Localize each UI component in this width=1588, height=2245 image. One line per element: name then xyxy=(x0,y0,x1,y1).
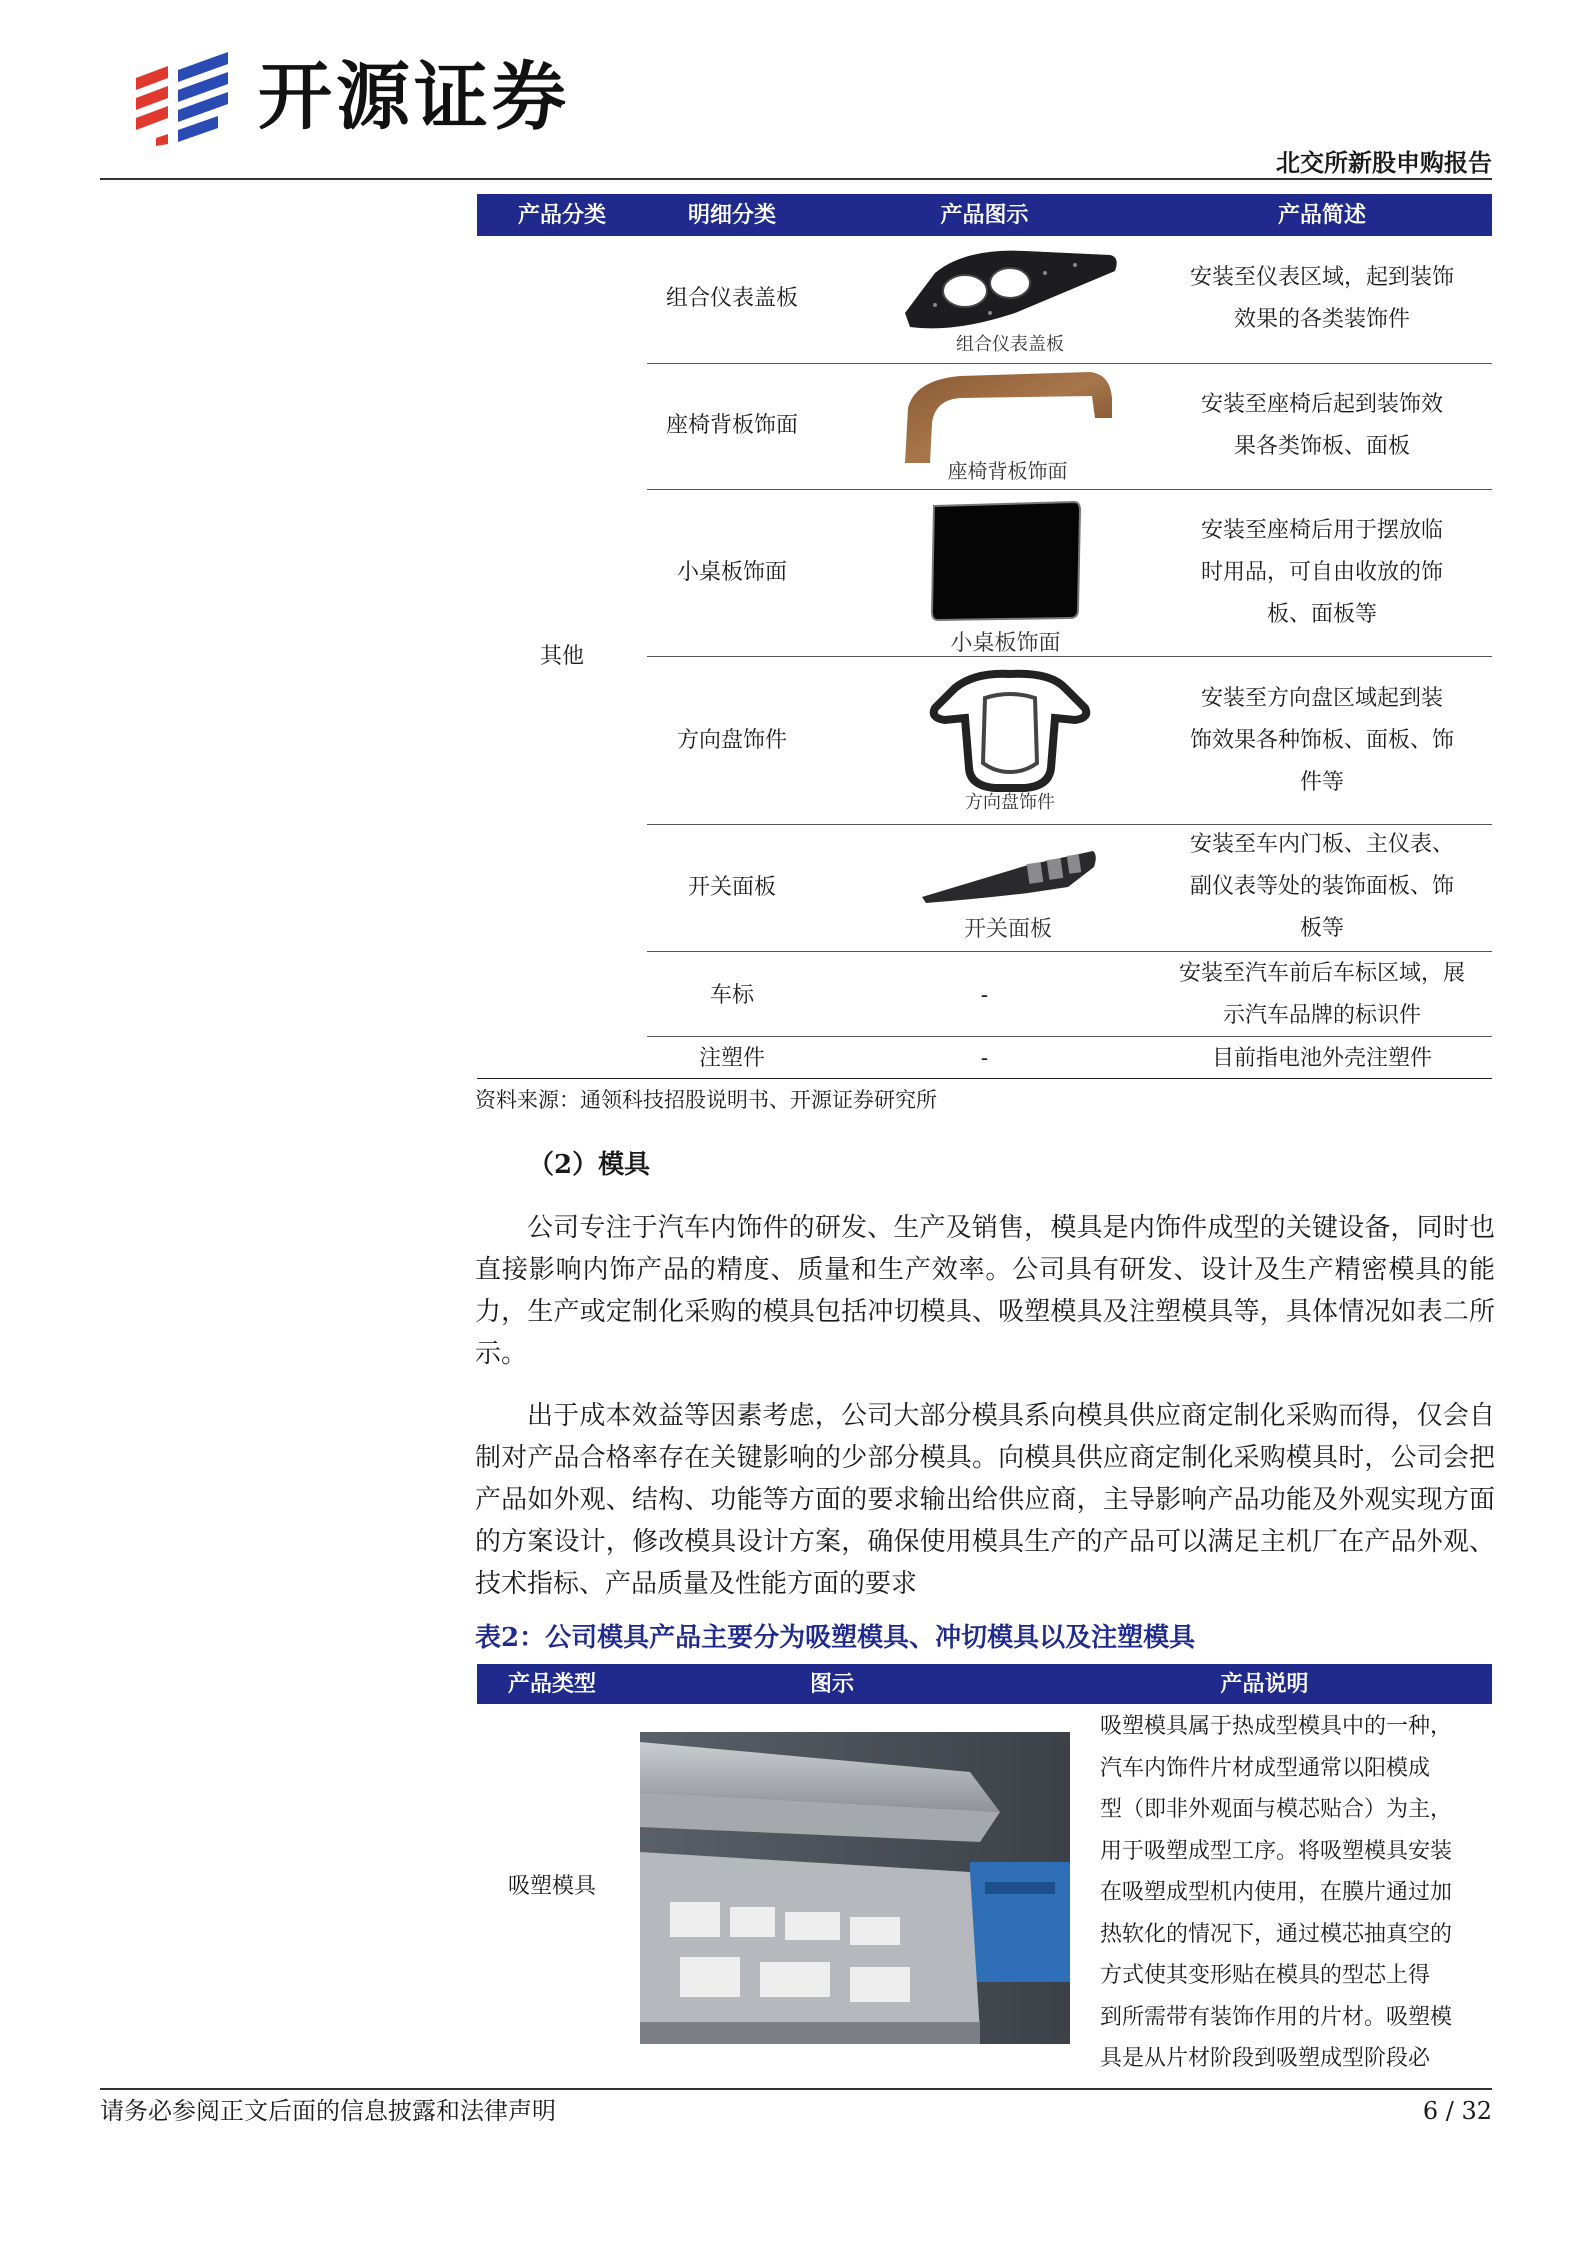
table2-header-description: 产品说明 xyxy=(1220,1671,1309,1697)
desc-line: 安装至车内门板、主仪表、 xyxy=(1189,832,1454,857)
table1-row-sub: 座椅背板饰面 xyxy=(665,413,798,438)
desc-line: 安装至座椅后起到装饰效 xyxy=(1200,392,1443,417)
switch-panel-image xyxy=(918,845,1098,905)
steering-wheel-trim-image xyxy=(925,668,1095,796)
desc-line: 目前指电池外壳注塑件 xyxy=(1211,1046,1432,1071)
table1-header-image: 产品图示 xyxy=(940,202,1029,228)
desc-line: 安装至汽车前后车标区域，展 xyxy=(1178,961,1465,986)
desc-line: 安装至方向盘区域起到装 xyxy=(1200,686,1443,711)
desc-line: 板等 xyxy=(1299,916,1344,941)
brand-logo-icon xyxy=(128,48,238,148)
instrument-cover-image xyxy=(895,243,1125,343)
table1-row-image-placeholder: - xyxy=(980,1046,989,1071)
brand-name: 开源证券 xyxy=(258,54,570,140)
desc-line: 板、面板等 xyxy=(1266,602,1377,627)
table1-header-category: 产品分类 xyxy=(517,202,606,228)
table1-row-desc xyxy=(1152,1038,1492,1080)
seat-back-panel-image xyxy=(900,368,1115,468)
image-caption: 开关面板 xyxy=(963,917,1052,942)
row-divider xyxy=(647,489,1492,490)
table1-row-image-placeholder: - xyxy=(980,983,989,1008)
desc-line: 时用品，可自由收放的饰 xyxy=(1200,560,1443,585)
image-caption: 座椅背板饰面 xyxy=(947,459,1068,483)
table-board-image xyxy=(928,498,1083,626)
row-divider xyxy=(647,363,1492,364)
image-caption: 小桌板饰面 xyxy=(950,631,1061,656)
table2-row-type: 吸塑模具 xyxy=(507,1874,596,1899)
table1-row-sub: 注塑件 xyxy=(698,1046,765,1071)
header-divider xyxy=(100,178,1492,180)
table1-row-sub: 组合仪表盖板 xyxy=(665,286,798,311)
desc-line: 果各类饰板、面板 xyxy=(1233,434,1410,459)
desc-line: 热软化的情况下，通过模芯抽真空的 xyxy=(1100,1921,1453,1947)
table2-title: 表2：公司模具产品主要分为吸塑模具、冲切模具以及注塑模具 xyxy=(475,1623,1196,1653)
desc-line: 饰效果各种饰板、面板、饰 xyxy=(1189,728,1454,753)
image-caption: 方向盘饰件 xyxy=(965,792,1055,813)
report-type: 北交所新股申购报告 xyxy=(1276,148,1492,177)
desc-line: 安装至仪表区域，起到装饰 xyxy=(1189,265,1454,290)
table1-row-desc xyxy=(1152,510,1492,636)
table1-row-desc xyxy=(1152,384,1492,468)
desc-line: 汽车内饰件片材成型通常以阳模成 xyxy=(1100,1755,1431,1781)
table1-row-sub: 方向盘饰件 xyxy=(676,728,787,753)
desc-line: 到所需带有装饰作用的片材。吸塑模 xyxy=(1100,2004,1453,2030)
table2-row-desc xyxy=(1100,1706,1492,2080)
table1-row-sub: 开关面板 xyxy=(687,875,776,900)
desc-line: 型（即非外观面与模芯贴合）为主， xyxy=(1100,1797,1453,1822)
desc-line: 安装至座椅后用于摆放临 xyxy=(1200,518,1443,543)
desc-line: 具是从片材阶段到吸塑成型阶段必 xyxy=(1100,2046,1431,2071)
table1-row-desc xyxy=(1152,824,1492,950)
table1-header-description: 产品简述 xyxy=(1277,202,1366,228)
table1-row-desc xyxy=(1152,678,1492,804)
table1-source: 资料来源：通领科技招股说明书、开源证券研究所 xyxy=(475,1088,937,1112)
desc-line: 方式使其变形贴在模具的型芯上得 xyxy=(1100,1963,1431,1988)
desc-line: 件等 xyxy=(1299,770,1344,795)
desc-line: 副仪表等处的装饰面板、饰 xyxy=(1189,874,1454,899)
table1-row-desc xyxy=(1152,257,1492,341)
desc-line: 用于吸塑成型工序。将吸塑模具安装 xyxy=(1100,1838,1453,1864)
table1-row-sub: 小桌板饰面 xyxy=(676,560,787,585)
table2-header-image: 图示 xyxy=(809,1671,854,1697)
desc-line: 效果的各类装饰件 xyxy=(1233,307,1410,332)
footer-divider xyxy=(100,2088,1492,2090)
table1-category: 其他 xyxy=(539,644,584,669)
image-caption: 组合仪表盖板 xyxy=(956,334,1064,355)
vacuum-mold-photo xyxy=(640,1732,1070,2044)
desc-line: 吸塑模具属于热成型模具中的一种， xyxy=(1100,1714,1453,1739)
desc-line: 示汽车品牌的标识件 xyxy=(1222,1003,1421,1028)
desc-line: 在吸塑成型机内使用，在膜片通过加 xyxy=(1100,1880,1453,1905)
table1-header-subcategory: 明细分类 xyxy=(687,202,776,228)
section-heading: （2）模具 xyxy=(528,1150,651,1180)
disclaimer-note: 请务必参阅正文后面的信息披露和法律声明 xyxy=(100,2097,556,2125)
table1-header xyxy=(477,194,1492,236)
table2-header-type: 产品类型 xyxy=(507,1671,596,1697)
table1-row-sub: 车标 xyxy=(709,983,754,1008)
paragraph-2: 出于成本效益等因素考虑，公司大部分模具系向模具供应商定制化采购而得，仅会自制对产品合格率存在关键影响的少部分模具。向模具供应商定制化采购模具时，公司会把产品如外观、结构、功能等方面的要求输出给供应商，主导影响产品功能及外观实现方面的方案设计，修改模具设计方案，确保使用模具生产的产品可以满足主机厂在产品外观、技术指标、产品质量及性能方面的要求 xyxy=(475,1401,1495,1599)
table1-row-desc xyxy=(1152,953,1492,1037)
row-divider xyxy=(647,951,1492,952)
paragraph-1: 公司专注于汽车内饰件的研发、生产及销售，模具是内饰件成型的关键设备，同时也直接影响内饰产品的精度、质量和生产效率。公司具有研发、设计及生产精密模具的能力，生产或定制化采购的模具包括冲切模具、吸塑模具及注塑模具等，具体情况如表二所示。 xyxy=(475,1213,1495,1369)
page-number: 6 / 32 xyxy=(1422,2097,1492,2125)
table2-header xyxy=(477,1664,1492,1704)
